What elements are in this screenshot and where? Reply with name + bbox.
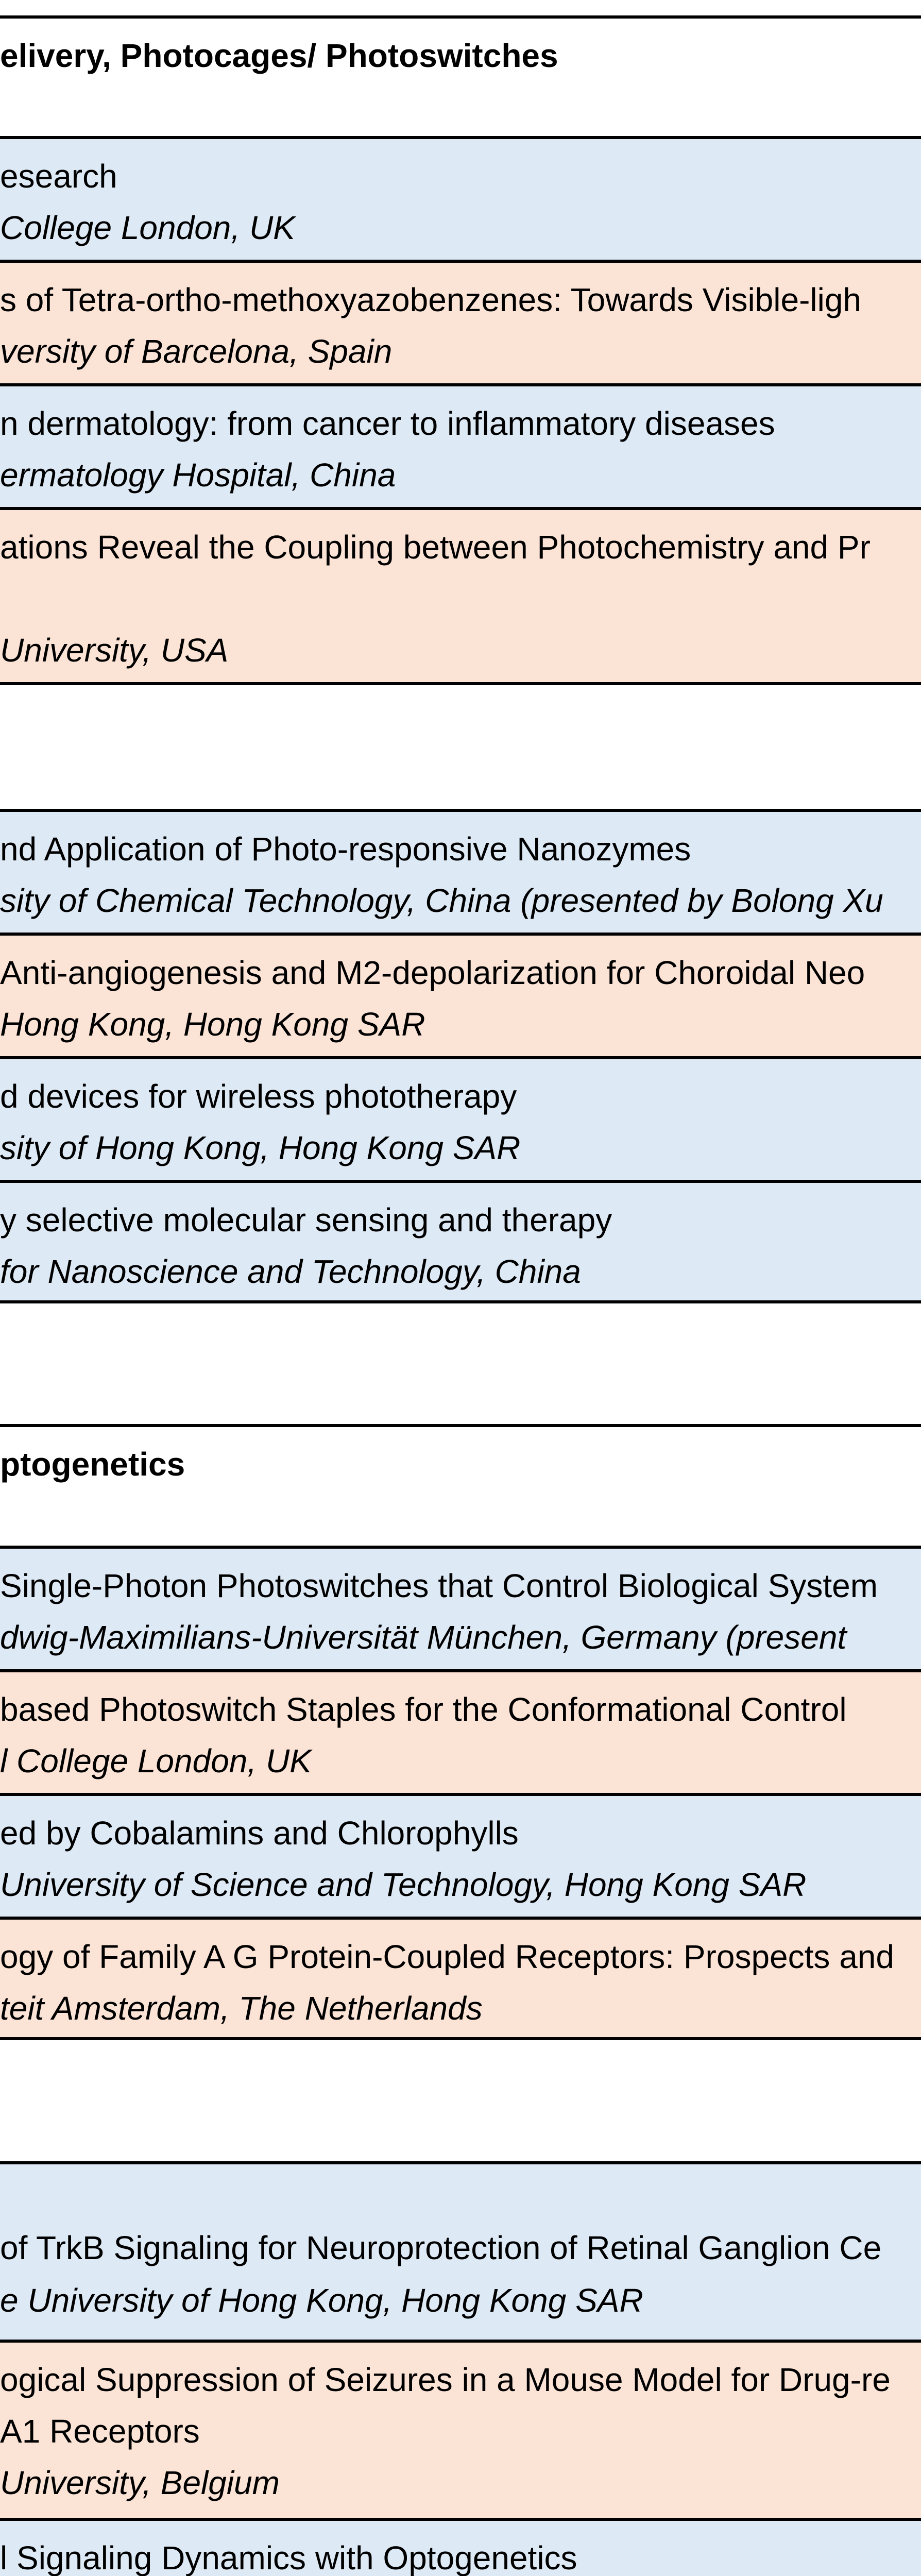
talk-affiliation: University, Belgium (0, 2464, 280, 2501)
talk-title-continued: A1 Receptors (0, 2413, 200, 2450)
talk-row (0, 1546, 921, 1669)
talk-title: n dermatology: from cancer to inflammatory diseases (0, 405, 775, 442)
talk-row (0, 2340, 921, 2518)
talk-row (0, 1180, 921, 1303)
talk-title: esearch (0, 158, 117, 195)
talk-title: y selective molecular sensing and therapy (0, 1201, 612, 1239)
talk-affiliation: University, USA (0, 632, 229, 669)
talk-affiliation: University of Science and Technology, Hong Kong SAR (0, 1866, 807, 1903)
talk-title: d devices for wireless phototherapy (0, 1078, 517, 1115)
talk-row (0, 260, 921, 383)
session-heading: elivery, Photocages/ Photoswitches (0, 37, 558, 74)
talk-affiliation: Hong Kong, Hong Kong SAR (0, 1006, 425, 1043)
talk-title: s of Tetra-ortho-methoxyazobenzenes: Towards Visible-ligh (0, 281, 861, 318)
talk-title: Single-Photon Photoswitches that Control Biological System (0, 1567, 878, 1604)
talk-affiliation: ermatology Hospital, China (0, 456, 396, 494)
talk-title: ations Reveal the Coupling between Photochemistry and Pr (0, 529, 871, 566)
talk-row (0, 1793, 921, 1917)
talk-row (0, 1917, 921, 2040)
talk-affiliation: versity of Barcelona, Spain (0, 333, 393, 370)
talk-row (0, 2518, 921, 2576)
talk-affiliation: l College London, UK (0, 1742, 312, 1780)
talk-affiliation: dwig-Maximilians-Universität München, Germany (present (0, 1619, 847, 1656)
talk-affiliation: e University of Hong Kong, Hong Kong SAR (0, 2282, 643, 2319)
talk-affiliation: for Nanoscience and Technology, China (0, 1253, 581, 1290)
talk-title: ed by Cobalamins and Chlorophylls (0, 1815, 519, 1852)
session-heading-row (0, 15, 921, 139)
talk-affiliation: teit Amsterdam, The Netherlands (0, 1990, 483, 2027)
talk-affiliation: sity of Hong Kong, Hong Kong SAR (0, 1129, 521, 1166)
talk-title: based Photoswitch Staples for the Conformational Control (0, 1691, 847, 1728)
talk-title: of TrkB Signaling for Neuroprotection of Retinal Ganglion Ce (0, 2229, 882, 2266)
talk-row (0, 1056, 921, 1180)
talk-title: l Signaling Dynamics with Optogenetics (0, 2539, 577, 2576)
talk-row (0, 136, 921, 260)
talk-affiliation: sity of Chemical Technology, China (presented by Bolong Xu (0, 882, 883, 919)
talk-title: ogy of Family A G Protein-Coupled Receptors: Prospects and (0, 1938, 894, 1975)
talk-title: ogical Suppression of Seizures in a Mouse Model for Drug-re (0, 2361, 891, 2398)
talk-title: nd Application of Photo-responsive Nanozymes (0, 831, 691, 868)
session-heading: ptogenetics (0, 1446, 185, 1483)
talk-row (0, 1669, 921, 1793)
session-heading-row (0, 1424, 921, 1548)
talk-title: Anti-angiogenesis and M2-depolarization for Choroidal Neo (0, 954, 865, 991)
talk-row (0, 809, 921, 933)
talk-row (0, 933, 921, 1056)
talk-affiliation: College London, UK (0, 209, 295, 246)
talk-row (0, 507, 921, 685)
talk-row (0, 383, 921, 507)
talk-row (0, 2161, 921, 2340)
